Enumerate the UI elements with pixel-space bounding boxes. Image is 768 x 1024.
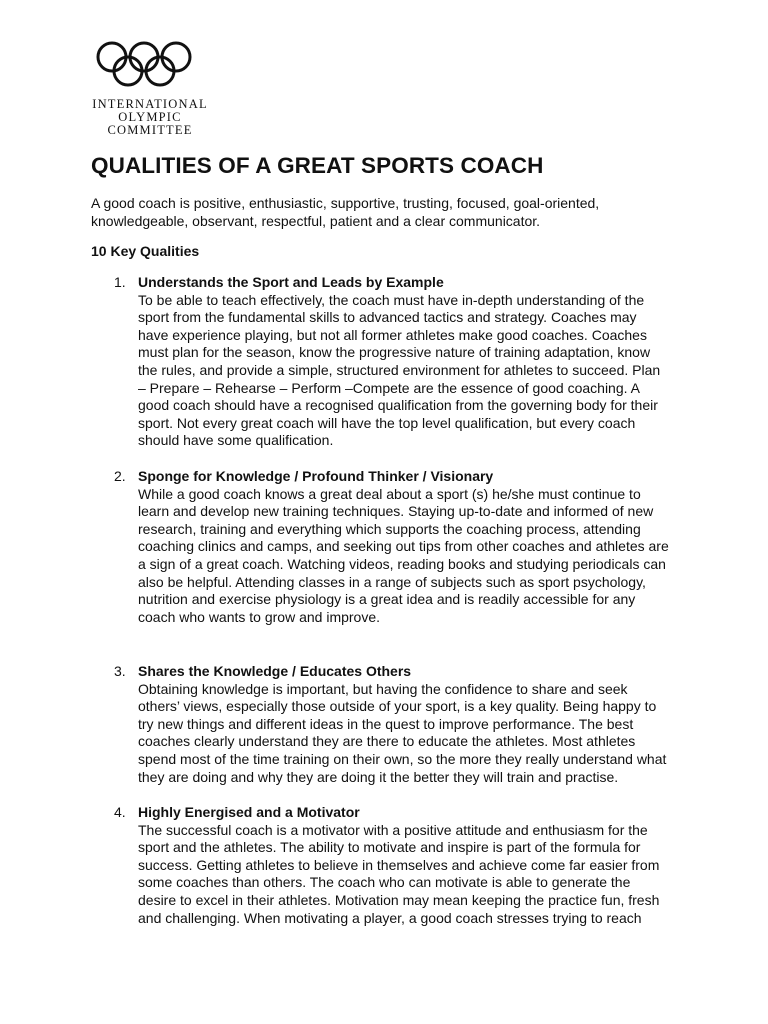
intro-paragraph — [91, 194, 691, 230]
body-line: coaches clearly understand they are there to educate the athletes. Most athletes — [138, 733, 636, 750]
body-line: Obtaining knowledge is important, but having the confidence to share and seek — [138, 680, 628, 697]
body-line: – Prepare – Rehearse – Perform –Compete are the essence of good coaching. A — [138, 379, 640, 396]
body-line: coaching clinics and camps, and seeking out tips from other coaches and athletes are — [138, 538, 669, 555]
body-line: others’ views, especially those outside of your sport, is a key quality. Being happy to — [138, 698, 657, 715]
body-line: research, training and everything which supports the coaching process, attending — [138, 520, 641, 537]
body-line: spend most of the time training on their own, so the more they really understand what — [138, 750, 667, 767]
org-name-line: COMMITTEE — [107, 123, 193, 137]
body-line: sport from the fundamental skills to advanced tactics and strategy. Coaches may — [138, 309, 637, 326]
body-line: sport and the athletes. The ability to motivate and inspire is part of the formula for — [138, 839, 641, 856]
quality-heading: Sponge for Knowledge / Profound Thinker / Visionary — [138, 468, 494, 484]
body-line: should have some qualification. — [138, 432, 334, 449]
org-name-line: OLYMPIC — [118, 110, 182, 124]
list-number: 3. — [114, 663, 126, 679]
body-line: While a good coach knows a great deal about a sport (s) he/she must continue to — [138, 485, 641, 502]
body-line: The successful coach is a motivator with a positive attitude and enthusiasm for the — [138, 821, 648, 838]
body-line: nutrition and exercise physiology is a great idea and is readily accessible for any — [138, 591, 636, 608]
body-line: must plan for the season, know the progressive nature of training adaptation, know — [138, 344, 651, 361]
body-line: also be helpful. Attending classes in a range of subjects such as sport psychology, — [138, 573, 646, 590]
section-subheading: 10 Key Qualities — [91, 243, 200, 259]
body-line: the rules, and provide a simple, structured environment for athletes to succeed. Plan — [138, 361, 661, 378]
page-title: QUALITIES OF A GREAT SPORTS COACH — [91, 153, 544, 178]
body-line: learn and develop new training techniques. Staying up-to-date and informed of new — [138, 503, 654, 520]
olympic-rings-icon — [90, 40, 210, 90]
list-number: 4. — [114, 804, 126, 820]
quality-heading: Shares the Knowledge / Educates Others — [138, 663, 412, 679]
ioc-logo — [90, 40, 220, 137]
quality-body — [138, 822, 659, 928]
body-line: try new things and different ideas in the quest to improve performance. The best — [138, 715, 634, 732]
body-line: they are doing and why they are doing it the better they will train and practise. — [138, 768, 619, 785]
body-line: desire to excel in their athletes. Motivation may mean keeping the practice fun, fresh — [138, 891, 660, 908]
body-line: and challenging. When motivating a player, a good coach stresses trying to reach — [138, 909, 642, 926]
org-name — [90, 98, 210, 137]
list-number: 1. — [114, 274, 126, 290]
body-line: some coaches than others. The coach who can motivate is able to generate the — [138, 874, 631, 891]
org-name-line: INTERNATIONAL — [92, 97, 208, 111]
quality-body — [138, 292, 660, 450]
body-line: To be able to teach effectively, the coach must have in-depth understanding of the — [138, 291, 645, 308]
body-line: a sign of a great coach. Watching videos, reading books and studying periodicals can — [138, 555, 666, 572]
quality-heading: Highly Energised and a Motivator — [138, 804, 360, 820]
list-number: 2. — [114, 468, 126, 484]
body-line: have experience playing, but not all former athletes make good coaches. Coaches — [138, 326, 647, 343]
body-line: coach who wants to grow and improve. — [138, 608, 381, 625]
quality-heading: Understands the Sport and Leads by Example — [138, 274, 444, 290]
body-line: good coach should have a recognised qualification from the governing body for their — [138, 397, 658, 414]
intro-line: A good coach is positive, enthusiastic, supportive, trusting, focused, goal-oriented, — [91, 195, 600, 211]
intro-line: knowledgeable, observant, respectful, patient and a clear communicator. — [91, 213, 541, 229]
body-line: sport. Not every great coach will have the top level qualification, but every coach — [138, 414, 636, 431]
quality-body — [138, 681, 666, 787]
body-line: success. Getting athletes to believe in themselves and achieve come far easier from — [138, 856, 660, 873]
quality-body — [138, 486, 669, 627]
